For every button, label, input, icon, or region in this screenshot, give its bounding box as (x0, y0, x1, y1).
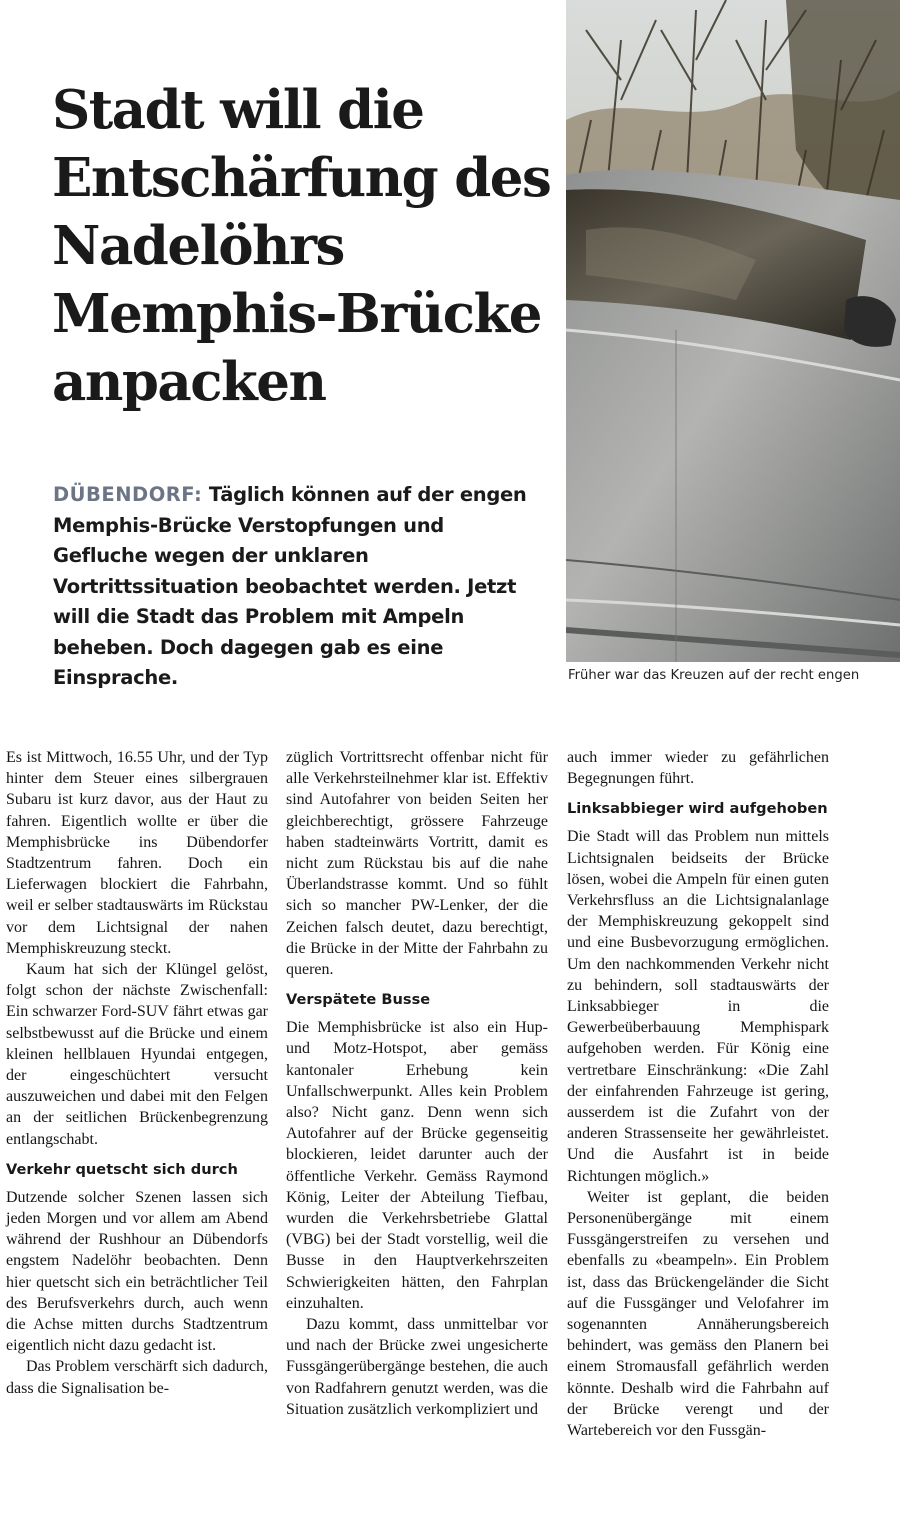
paragraph: Die Stadt will das Problem nun mittels Lichtsignalen beidseits der Brücke lösen, wobei die Ampeln für einen guten Verkehrsfluss an die Lichtsignalanlage der Memphiskreuzung gekoppelt sind und eine Busbevorzugung ermöglichen. Um den nachkommenden Verkehr nicht zu behindern, soll stadtauswärts der Linksabbieger in die Gewerbeüberbauung Memphispark aufgehoben werden. Für König eine vertretbare Einschränkung: «Die Zahl der einfahrenden Fahrzeuge ist gering, ausserdem ist die Zufahrt von der anderen Strassenseite her gewährleistet. Und die Ausfahrt ist in beide Richtungen möglich.» (567, 828, 829, 1185)
article-photo (566, 0, 900, 662)
photo-caption: Früher war das Kreuzen auf der recht engen (568, 668, 860, 683)
paragraph: Es ist Mittwoch, 16.55 Uhr, und der Typ hinter dem Steuer eines silbergrauen Subaru ist kurz davor, aus der Haut zu fahren. Eigentlich wollte er über die Memphisbrücke ins Dübendorfer Stadtzentrum fahren. Doch ein Lieferwagen blockiert die Fahrbahn, weil er selber stadtauswärts im Rückstau vor dem Lichtsignal der nahen Memphiskreuzung steckt. (6, 749, 268, 957)
paragraph: züglich Vortrittsrecht offenbar nicht für alle Verkehrsteilnehmer klar ist. Effektiv sind Autofahrer von beiden Seiten her gleichberechtigt, grössere Fahrzeuge haben stadteinwärts Vortritt, damit es nicht zum Rückstau bis auf die nahe Überlandstrasse kommt. Und so fühlt sich so mancher PW-Lenker, der die Zeichen falsch deutet, dazu berechtigt, die Brücke in der Mitte der Fahrbahn zu queren. (286, 749, 548, 979)
subheading: Linksabbieger wird aufgehoben (567, 800, 828, 818)
article-headline: Stadt will die Entschärfung des Nadelöhrs Memphis-Brücke anpacken (52, 79, 551, 413)
paragraph: Kaum hat sich der Klüngel gelöst, folgt schon der nächste Zwischenfall: Ein schwarzer Ford-SUV fährt etwas gar selbstbewusst auf die Brücke und einem kleinen hellblauen Hyundai entgegen, der eingeschüchtert versucht auszuweichen und dabei mit den Felgen an der seitlichen Brückenbegrenzung entlangschabt. (6, 961, 268, 1148)
paragraph: Dutzende solcher Szenen lassen sich jeden Morgen und vor allem am Abend während der Rushhour an Dübendorfs engstem Nadelöhr beobachten. Denn hier quetscht sich ein beträchtlicher Teil des Berufsverkehrs durch, auch wenn die Achse mitten durchs Stadtzentrum eigentlich nicht dazu gedacht ist. (6, 1188, 268, 1355)
lead-text: Täglich können auf der engen Memphis-Brücke Verstopfungen und Gefluche wegen der unklaren Vortrittssituation beobachtet werden. Jetzt will die Stadt das Problem mit Ampeln beheben. Doch dagegen gab es eine Einsprache. (53, 483, 527, 689)
paragraph: Das Problem verschärft sich dadurch, dass die Signalisation be- (6, 1358, 268, 1397)
article-column-3 (567, 747, 829, 1441)
dateline: DÜBENDORF: (53, 483, 203, 506)
subheading: Verspätete Busse (286, 991, 431, 1009)
article-lead (53, 480, 543, 694)
article-column-2 (286, 747, 548, 1420)
subheading: Verkehr quetscht sich durch (6, 1160, 238, 1178)
article-column-1 (6, 747, 268, 1399)
paragraph: auch immer wieder zu gefährlichen Begegnungen führt. (567, 749, 829, 788)
paragraph: Die Memphisbrücke ist also ein Hup- und Motz-Hotspot, aber gemäss kantonaler Erhebung kein Unfallschwerpunkt. Alles kein Problem also? Nicht ganz. Denn wenn sich Autofahrer auf der Brücke gegenseitig blockieren, leidet darunter auch der öffentliche Verkehr. Gemäss Raymond König, Leiter der Abteilung Tiefbau, wurden die Verkehrsbetriebe Glattal (VBG) bei der Stadt vorstellig, weil die Busse in den Hauptverkehrszeiten Schwierigkeiten hätten, den Fahrplan einzuhalten. (286, 1019, 548, 1312)
paragraph: Dazu kommt, dass unmittelbar vor und nach der Brücke zwei ungesicherte Fussgängerübergänge bestehen, die auch von Radfahrern genutzt werden, was die Situation zusätzlich verkompliziert und (286, 1316, 548, 1418)
paragraph: Weiter ist geplant, die beiden Personenübergänge mit einem Fussgängerstreifen zu versehen und ebenfalls zu «beampeln». Ein Problem ist, dass das Brückengeländer die Sicht auf die Fussgänger und Velofahrer im sogenannten Annäherungsbereich behindert, was gemäss den Planern bei einem Stromausfall gefährlich werden könnte. Deshalb wird die Fahrbahn auf der Brücke verengt und der Wartebereich vor den Fussgän- (567, 1188, 829, 1440)
